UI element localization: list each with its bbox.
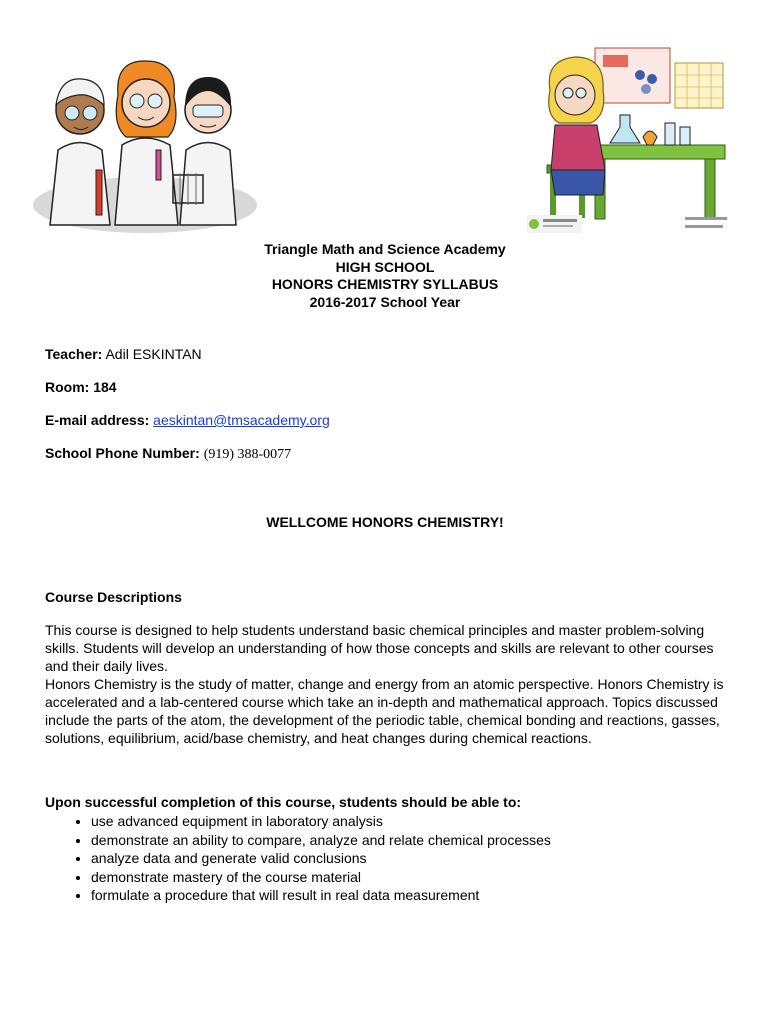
- email-label: E-mail address:: [45, 412, 150, 428]
- list-item: • use advanced equipment in laboratory analysis: [91, 812, 551, 831]
- list-item: • formulate a procedure that will result in real data measurement: [91, 886, 551, 905]
- three-scientists-illustration: [30, 55, 260, 235]
- teacher-row: [45, 346, 202, 362]
- teacher-name: Adil ESKINTAN: [105, 346, 202, 362]
- list-item: • demonstrate an ability to compare, analyze and relate chemical processes: [91, 831, 551, 850]
- teacher-label: Teacher:: [45, 346, 103, 362]
- email-row: [45, 412, 330, 428]
- list-item: • demonstrate mastery of the course material: [91, 868, 551, 887]
- list-item: • analyze data and generate valid conclusions: [91, 849, 551, 868]
- school-year: 2016-2017 School Year: [309, 293, 461, 310]
- welcome-heading: WELLCOME HONORS CHEMISTRY!: [266, 514, 504, 530]
- room-label: Room:: [45, 379, 90, 395]
- course-description-paragraph-1: This course is designed to help students understand basic chemical principles and master problem-solving skills. Students will develop an understanding of how those concepts and skills are relevant to other courses and their daily lives.: [45, 622, 714, 674]
- phone-number: (919) 388-0077: [203, 447, 292, 462]
- syllabus-title: HONORS CHEMISTRY SYLLABUS: [271, 276, 499, 292]
- school-level: HIGH SCHOOL: [335, 258, 435, 275]
- course-descriptions-heading: Course Descriptions: [45, 589, 182, 605]
- course-description-paragraph-2: Honors Chemistry is the study of matter, change and energy from an atomic perspective. Honors Chemistry is accelerated and a lab-centered course which take an in-depth and mathematical approach. Topics discussed include the parts of the atom, the development of the periodic table, chemical bonding and reactions, gasses, solutions, equilibrium, acid/base chemistry, and heat changes during chemical reactions.: [45, 676, 724, 746]
- document-header: [0, 241, 770, 311]
- girl-chemistry-lab-illustration: [525, 45, 730, 235]
- outcomes-heading: Upon successful completion of this course, students should be able to:: [45, 794, 522, 810]
- school-name: Triangle Math and Science Academy: [264, 241, 506, 257]
- room-number: 184: [93, 379, 117, 395]
- email-link[interactable]: aeskintan@tmsacademy.org: [153, 412, 330, 428]
- phone-row: [45, 445, 291, 463]
- room-row: [45, 379, 117, 395]
- phone-label: School Phone Number:: [45, 445, 200, 461]
- outcomes-list: [45, 812, 551, 905]
